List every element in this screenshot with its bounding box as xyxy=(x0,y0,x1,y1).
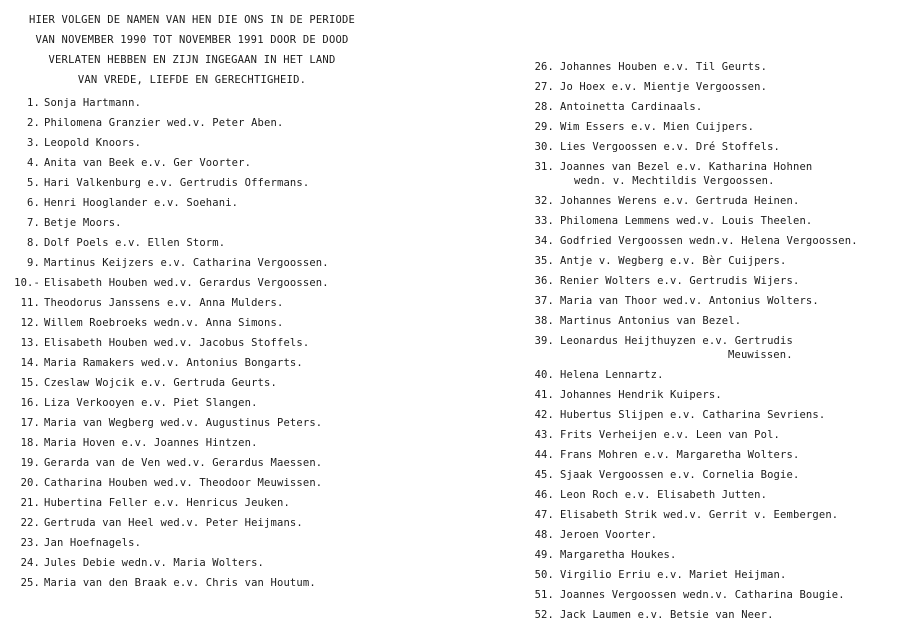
entry-name: Sjaak Vergoossen e.v. Cornelia Bogie. xyxy=(560,469,800,481)
list-item xyxy=(8,476,380,490)
entry-name: Antoinetta Cardinaals. xyxy=(560,101,703,113)
entry-name: Liza Verkooyen e.v. Piet Slangen. xyxy=(44,397,258,409)
entry-number: 23. xyxy=(20,537,40,549)
entry-name: Johannes Werens e.v. Gertruda Heinen. xyxy=(560,195,800,207)
list-item xyxy=(528,160,896,188)
list-item xyxy=(528,214,896,228)
entry-number: 11. xyxy=(20,297,40,309)
list-item xyxy=(528,488,896,502)
list-item xyxy=(528,448,896,462)
entry-number: 3. xyxy=(27,137,40,149)
page-header xyxy=(6,10,378,90)
entry-name: Martinus Keijzers e.v. Catharina Vergoossen. xyxy=(44,257,329,269)
entry-name: Leonardus Heijthuyzen e.v. Gertrudis xyxy=(560,335,793,347)
entry-number: 18. xyxy=(20,437,40,449)
entry-number: 6. xyxy=(27,197,40,209)
entry-name: Joannes van Bezel e.v. Katharina Hohnen xyxy=(560,161,813,173)
entry-number: 47. xyxy=(534,509,554,521)
entry-name: Johannes Hendrik Kuipers. xyxy=(560,389,722,401)
entry-number: 30. xyxy=(534,141,554,153)
entry-number: 5. xyxy=(27,177,40,189)
entry-number: 38. xyxy=(534,315,554,327)
entry-number: 24. xyxy=(20,557,40,569)
list-item xyxy=(8,276,380,290)
entry-name: Willem Roebroeks wedn.v. Anna Simons. xyxy=(44,317,284,329)
entry-number: 9. xyxy=(27,257,40,269)
entry-name: Sonja Hartmann. xyxy=(44,97,142,109)
list-item xyxy=(8,296,380,310)
entry-name: Leon Roch e.v. Elisabeth Jutten. xyxy=(560,489,768,501)
header-line: VERLATEN HEBBEN EN ZIJN INGEGAAN IN HET LAND xyxy=(48,54,336,66)
entry-name: Catharina Houben wed.v. Theodoor Meuwissen. xyxy=(44,477,323,489)
list-item xyxy=(528,314,896,328)
list-item xyxy=(8,156,380,170)
entry-number: 34. xyxy=(534,235,554,247)
entry-number: 2. xyxy=(27,117,40,129)
list-item xyxy=(528,274,896,288)
entry-number: 12. xyxy=(20,317,40,329)
header-line: VAN NOVEMBER 1990 TOT NOVEMBER 1991 DOOR DE DOOD xyxy=(35,34,349,46)
entry-number: 27. xyxy=(534,81,554,93)
entry-number: 1. xyxy=(27,97,40,109)
entry-number: 26. xyxy=(534,61,554,73)
entry-name: Frans Mohren e.v. Margaretha Wolters. xyxy=(560,449,800,461)
entry-number: 35. xyxy=(534,255,554,267)
entry-name: Godfried Vergoossen wedn.v. Helena Vergoossen. xyxy=(560,235,858,247)
entry-number: 13. xyxy=(20,337,40,349)
entry-name: Hari Valkenburg e.v. Gertrudis Offermans. xyxy=(44,177,310,189)
entry-number: 42. xyxy=(534,409,554,421)
entry-number: 43. xyxy=(534,429,554,441)
entry-name: Gerarda van de Ven wed.v. Gerardus Maessen. xyxy=(44,457,323,469)
entry-number: 17. xyxy=(20,417,40,429)
list-item xyxy=(528,294,896,308)
list-item xyxy=(528,100,896,114)
entry-number: 15. xyxy=(20,377,40,389)
list-item xyxy=(528,568,896,582)
entry-name: Helena Lennartz. xyxy=(560,369,664,381)
entry-number: 36. xyxy=(534,275,554,287)
list-item xyxy=(528,608,896,622)
entry-name: Antje v. Wegberg e.v. Bèr Cuijpers. xyxy=(560,255,787,267)
list-item xyxy=(528,334,896,362)
entry-number: 29. xyxy=(534,121,554,133)
list-item xyxy=(8,396,380,410)
entry-name: Renier Wolters e.v. Gertrudis Wijers. xyxy=(560,275,800,287)
list-item xyxy=(528,120,896,134)
entry-continuation: Meuwissen. xyxy=(728,349,793,361)
list-item xyxy=(528,588,896,602)
entry-name: Frits Verheijen e.v. Leen van Pol. xyxy=(560,429,781,441)
entry-number: 46. xyxy=(534,489,554,501)
list-item xyxy=(8,376,380,390)
entry-name: Johannes Houben e.v. Til Geurts. xyxy=(560,61,768,73)
list-item xyxy=(528,194,896,208)
list-item xyxy=(8,336,380,350)
list-item xyxy=(8,556,380,570)
entry-name: Margaretha Houkes. xyxy=(560,549,677,561)
list-item xyxy=(8,116,380,130)
entry-number: 14. xyxy=(20,357,40,369)
list-item xyxy=(528,508,896,522)
entry-name: Maria Ramakers wed.v. Antonius Bongarts. xyxy=(44,357,303,369)
entry-name: Jack Laumen e.v. Betsie van Neer. xyxy=(560,609,774,621)
list-item xyxy=(528,60,896,74)
entry-name: Maria van Wegberg wed.v. Augustinus Peters. xyxy=(44,417,323,429)
entry-number: 51. xyxy=(534,589,554,601)
list-item xyxy=(8,416,380,430)
entry-name: Hubertus Slijpen e.v. Catharina Sevriens. xyxy=(560,409,826,421)
entry-number: 16. xyxy=(20,397,40,409)
entry-name: Gertruda van Heel wed.v. Peter Heijmans. xyxy=(44,517,303,529)
entry-number: 21. xyxy=(20,497,40,509)
entry-number: 22. xyxy=(20,517,40,529)
entry-number: 48. xyxy=(534,529,554,541)
entry-name: Jo Hoex e.v. Mientje Vergoossen. xyxy=(560,81,768,93)
entry-number: 49. xyxy=(534,549,554,561)
list-item xyxy=(528,388,896,402)
entry-name: Leopold Knoors. xyxy=(44,137,142,149)
entry-name: Martinus Antonius van Bezel. xyxy=(560,315,742,327)
entry-name: Dolf Poels e.v. Ellen Storm. xyxy=(44,237,226,249)
list-item xyxy=(8,436,380,450)
entry-name: Hubertina Feller e.v. Henricus Jeuken. xyxy=(44,497,290,509)
entry-name: Joannes Vergoossen wedn.v. Catharina Bougie. xyxy=(560,589,845,601)
name-list-right xyxy=(528,60,896,628)
list-item xyxy=(528,548,896,562)
entry-number: 50. xyxy=(534,569,554,581)
entry-name: Virgilio Erriu e.v. Mariet Heijman. xyxy=(560,569,787,581)
list-item xyxy=(8,536,380,550)
entry-name: Maria van den Braak e.v. Chris van Houtum. xyxy=(44,577,316,589)
list-item xyxy=(8,176,380,190)
list-item xyxy=(8,236,380,250)
entry-name: Lies Vergoossen e.v. Dré Stoffels. xyxy=(560,141,781,153)
list-item xyxy=(8,216,380,230)
entry-number: 37. xyxy=(534,295,554,307)
entry-number: 41. xyxy=(534,389,554,401)
name-list-left xyxy=(8,96,380,596)
entry-name: Anita van Beek e.v. Ger Voorter. xyxy=(44,157,252,169)
list-item xyxy=(528,254,896,268)
entry-name: Jules Debie wedn.v. Maria Wolters. xyxy=(44,557,265,569)
list-item xyxy=(8,96,380,110)
entry-number: 33. xyxy=(534,215,554,227)
entry-number: 7. xyxy=(27,217,40,229)
entry-number: 19. xyxy=(20,457,40,469)
entry-number: 39. xyxy=(534,335,554,347)
entry-name: Theodorus Janssens e.v. Anna Mulders. xyxy=(44,297,284,309)
entry-number: 28. xyxy=(534,101,554,113)
list-item xyxy=(528,528,896,542)
entry-number: 31. xyxy=(534,161,554,173)
entry-name: Czeslaw Wojcik e.v. Gertruda Geurts. xyxy=(44,377,277,389)
header-line: HIER VOLGEN DE NAMEN VAN HEN DIE ONS IN DE PERIODE xyxy=(28,14,356,26)
entry-number: 8. xyxy=(27,237,40,249)
entry-number: 25. xyxy=(20,577,40,589)
header-line: VAN VREDE, LIEFDE EN GERECHTIGHEID. xyxy=(77,74,307,86)
list-item xyxy=(528,408,896,422)
entry-number: 45. xyxy=(534,469,554,481)
entry-number: 32. xyxy=(534,195,554,207)
list-item xyxy=(8,456,380,470)
entry-name: Elisabeth Strik wed.v. Gerrit v. Eembergen. xyxy=(560,509,839,521)
list-item xyxy=(8,356,380,370)
entry-name: Betje Moors. xyxy=(44,217,122,229)
entry-name: Maria van Thoor wed.v. Antonius Wolters. xyxy=(560,295,819,307)
entry-name: Jan Hoefnagels. xyxy=(44,537,142,549)
entry-number: 10.- xyxy=(14,277,40,289)
list-item xyxy=(8,196,380,210)
list-item xyxy=(528,428,896,442)
entry-name: Philomena Lemmens wed.v. Louis Theelen. xyxy=(560,215,813,227)
list-item xyxy=(528,468,896,482)
entry-name: Jeroen Voorter. xyxy=(560,529,658,541)
list-item xyxy=(8,316,380,330)
entry-number: 44. xyxy=(534,449,554,461)
entry-number: 40. xyxy=(534,369,554,381)
list-item xyxy=(528,368,896,382)
list-item xyxy=(8,136,380,150)
entry-continuation: wedn. v. Mechtildis Vergoossen. xyxy=(574,175,775,187)
list-item xyxy=(8,496,380,510)
entry-number: 4. xyxy=(27,157,40,169)
list-item xyxy=(528,80,896,94)
list-item xyxy=(8,256,380,270)
entry-name: Maria Hoven e.v. Joannes Hintzen. xyxy=(44,437,258,449)
entry-name: Elisabeth Houben wed.v. Jacobus Stoffels. xyxy=(44,337,310,349)
list-item xyxy=(528,140,896,154)
list-item xyxy=(8,516,380,530)
entry-name: Elisabeth Houben wed.v. Gerardus Vergoossen. xyxy=(44,277,329,289)
entry-number: 52. xyxy=(534,609,554,621)
entry-name: Henri Hooglander e.v. Soehani. xyxy=(44,197,239,209)
list-item xyxy=(8,576,380,590)
entry-name: Wim Essers e.v. Mien Cuijpers. xyxy=(560,121,755,133)
entry-number: 20. xyxy=(20,477,40,489)
entry-name: Philomena Granzier wed.v. Peter Aben. xyxy=(44,117,284,129)
list-item xyxy=(528,234,896,248)
